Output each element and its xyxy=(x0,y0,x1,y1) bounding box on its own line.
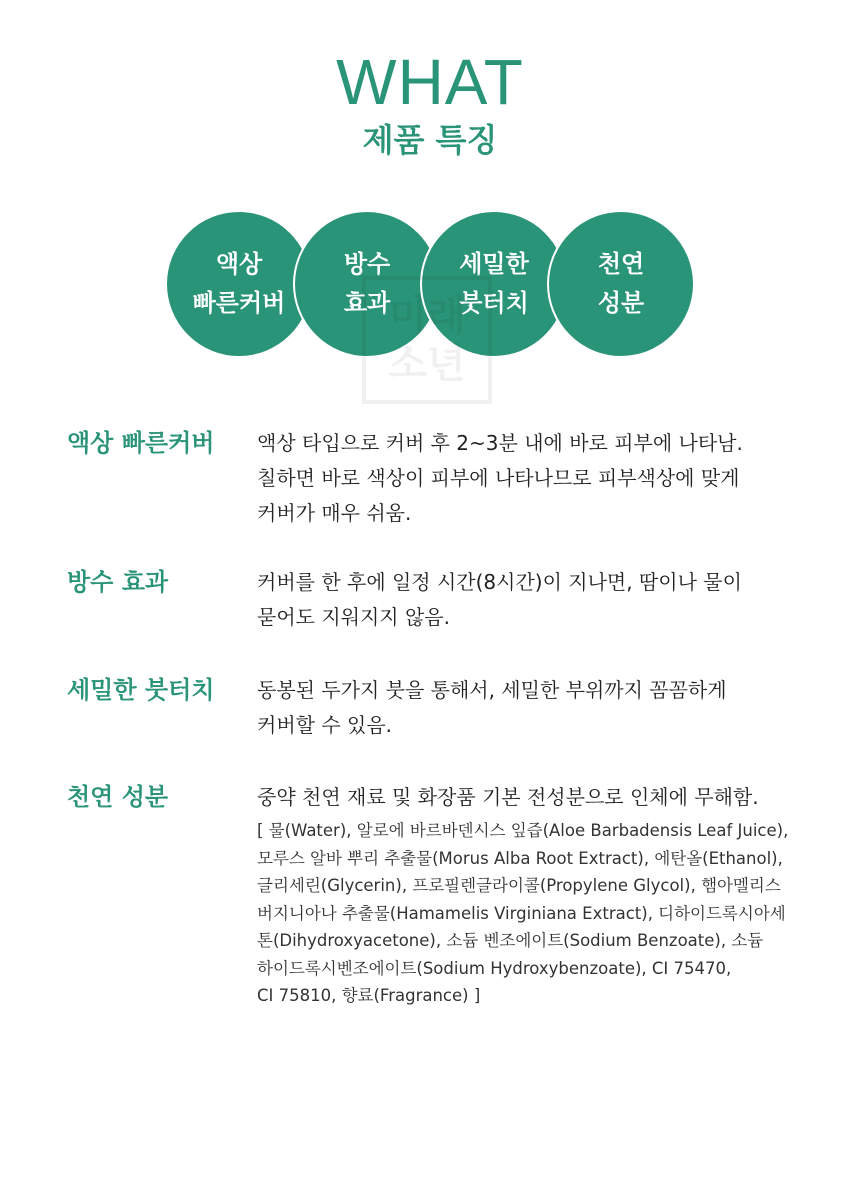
feature-circle-waterproof xyxy=(293,210,441,358)
feature-title: 액상 빠른커버 xyxy=(67,429,215,457)
page-subtitle: 제품 특징 xyxy=(362,121,498,159)
ingredient-line: 버지니아나 추출물(Hamamelis Virginiana Extract), 디하이드록시아세 xyxy=(257,903,786,923)
feature-circle-fine-brush xyxy=(420,210,568,358)
description-line: 묻어도 지워지지 않음. xyxy=(257,605,450,629)
feature-description xyxy=(257,565,817,635)
watermark-line2: 소년 xyxy=(388,341,466,387)
feature-title: 세밀한 붓터치 xyxy=(67,676,215,704)
feature-description xyxy=(257,673,817,743)
feature-description xyxy=(257,780,817,1010)
ingredient-line: 모루스 알바 뿌리 추출물(Morus Alba Root Extract), 에탄올(Ethanol), xyxy=(257,848,783,868)
feature-circle-natural xyxy=(547,210,695,358)
circle-label-line2: 효과 xyxy=(343,289,391,317)
description-line: 칠하면 바로 색상이 피부에 나타나므로 피부색상에 맞게 xyxy=(257,466,740,490)
ingredient-line: 하이드록시벤조에이트(Sodium Hydroxybenzoate), CI 75470, xyxy=(257,958,732,978)
circle-label-line1: 방수 xyxy=(343,250,391,278)
feature-circles xyxy=(0,210,860,360)
feature-title: 방수 효과 xyxy=(67,568,169,596)
circle-label-line2: 성분 xyxy=(597,289,645,317)
feature-title: 천연 성분 xyxy=(67,783,169,811)
ingredient-line: 톤(Dihydroxyacetone), 소듐 벤조에이트(Sodium Benzoate), 소듐 xyxy=(257,931,764,950)
circle-label-line1: 세밀한 xyxy=(459,250,529,278)
circle-label-line1: 천연 xyxy=(597,250,645,278)
ingredient-line: [ 물(Water), 알로에 바르바덴시스 잎즙(Aloe Barbadensis Leaf Juice), xyxy=(257,821,789,840)
ingredient-list xyxy=(257,817,817,1010)
description-line: 커버가 매우 쉬움. xyxy=(257,501,412,525)
page-title: WHAT xyxy=(336,46,524,118)
feature-description xyxy=(257,426,817,531)
description-line: 액상 타입으로 커버 후 2~3분 내에 바로 피부에 나타남. xyxy=(257,431,743,455)
description-line: 동봉된 두가지 붓을 통해서, 세밀한 부위까지 꼼꼼하게 xyxy=(257,678,727,702)
circle-label-line1: 액상 xyxy=(215,250,263,278)
description-line: 중약 천연 재료 및 화장품 기본 전성분으로 인체에 무해함. xyxy=(257,785,759,809)
feature-circle-liquid-cover xyxy=(165,210,313,358)
circle-label-line2: 빠른커버 xyxy=(192,289,286,317)
description-line: 커버할 수 있음. xyxy=(257,713,392,737)
ingredient-line: CI 75810, 향료(Fragrance) ] xyxy=(257,986,481,1005)
description-line: 커버를 한 후에 일정 시간(8시간)이 지나면, 땀이나 물이 xyxy=(257,570,742,594)
circle-label-line2: 붓터치 xyxy=(459,289,529,317)
ingredient-line: 글리세린(Glycerin), 프로필렌글라이콜(Propylene Glycol), 햄아멜리스 xyxy=(257,876,781,895)
